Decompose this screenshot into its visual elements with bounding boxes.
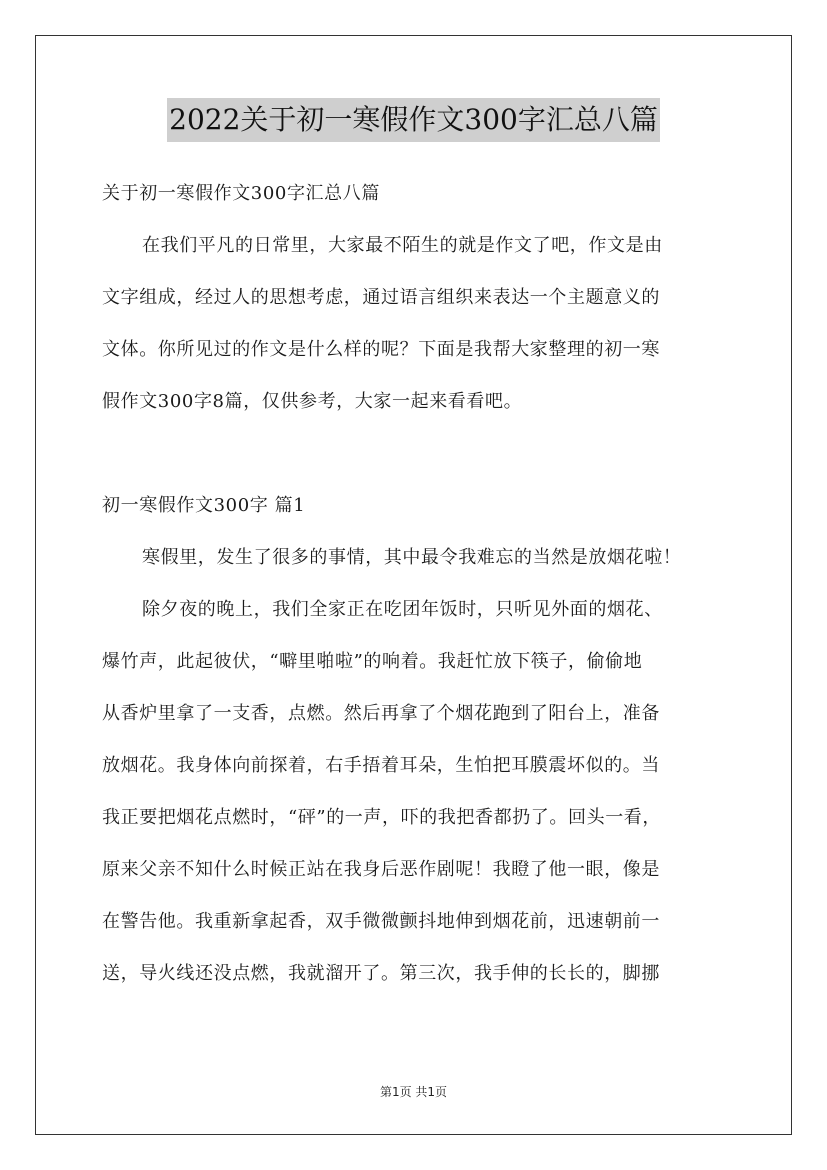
intro-line: 假作文300字8篇，仅供参考，大家一起来看看吧。 xyxy=(102,391,523,412)
section-paragraph: 寒假里，发生了很多的事情，其中最令我难忘的当然是放烟花啦！ xyxy=(142,547,682,568)
intro-line: 文体。你所见过的作文是什么样的呢？下面是我帮大家整理的初一寒 xyxy=(102,339,660,360)
intro-line: 在我们平凡的日常里，大家最不陌生的就是作文了吧，作文是由 xyxy=(142,235,663,256)
document-body xyxy=(102,168,742,1000)
story-line: 爆竹声，此起彼伏，“噼里啪啦”的响着。我赶忙放下筷子，偷偷地 xyxy=(102,651,643,672)
section-heading: 初一寒假作文300字 篇1 xyxy=(102,495,306,516)
story-line: 除夕夜的晚上，我们全家正在吃团年饭时，只听见外面的烟花、 xyxy=(142,599,663,620)
story-line: 原来父亲不知什么时候正站在我身后恶作剧呢！我瞪了他一眼，像是 xyxy=(102,859,660,880)
document-subtitle: 关于初一寒假作文300字汇总八篇 xyxy=(102,183,380,204)
story-line: 放烟花。我身体向前探着，右手捂着耳朵，生怕把耳膜震坏似的。当 xyxy=(102,755,660,776)
story-line: 我正要把烟花点燃时，“砰”的一声，吓的我把香都扔了。回头一看， xyxy=(102,807,662,828)
story-line: 从香炉里拿了一支香，点燃。然后再拿了个烟花跑到了阳台上，准备 xyxy=(102,703,660,724)
intro-line: 文字组成，经过人的思想考虑，通过语言组织来表达一个主题意义的 xyxy=(102,287,660,308)
title-container xyxy=(0,98,827,142)
story-line: 在警告他。我重新拿起香，双手微微颤抖地伸到烟花前，迅速朝前一 xyxy=(102,911,660,932)
story-line: 送，导火线还没点燃，我就溜开了。第三次，我手伸的长长的，脚挪 xyxy=(102,963,660,984)
document-title: 2022关于初一寒假作文300字汇总八篇 xyxy=(167,98,660,142)
page-footer: 第1页 共1页 xyxy=(379,1085,448,1099)
paragraph-gap xyxy=(102,428,742,480)
